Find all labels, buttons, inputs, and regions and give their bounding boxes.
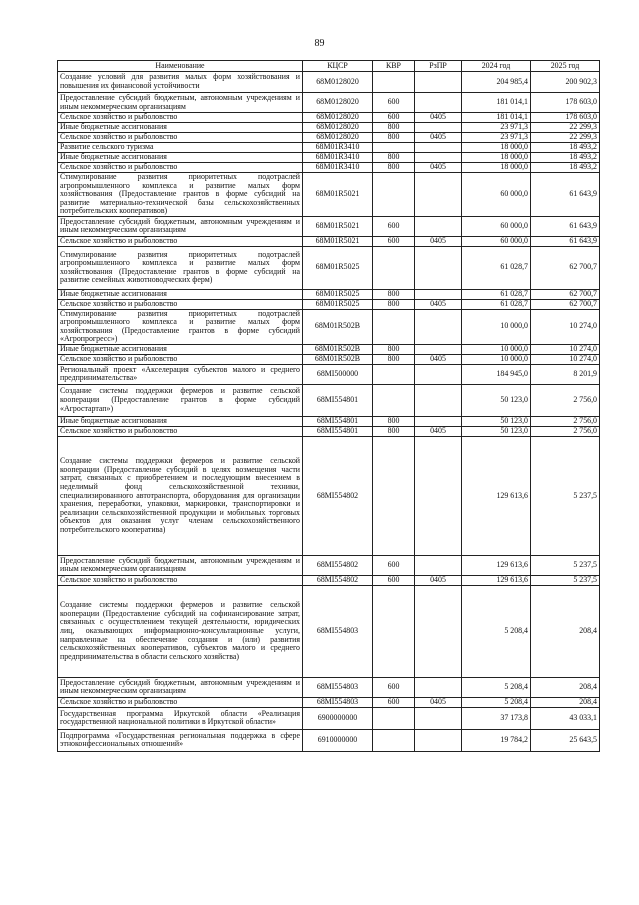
cell-2025: 18 493,2 <box>531 163 600 173</box>
table-body <box>58 72 600 752</box>
cell-2025: 178 603,0 <box>531 93 600 113</box>
cell-code: 68М01R3410 <box>303 143 373 153</box>
cell-name: Стимулирование развития приоритетных подотраслей агропромышленного комплекса и развитие малых форм хозяйствования (Предоставление грантов в форме субсидий на развитие семейных животноводческих ферм) <box>58 246 303 289</box>
table-row <box>58 416 600 426</box>
cell-2024: 5 208,4 <box>462 697 531 707</box>
cell-kvr <box>373 246 415 289</box>
cell-kvr <box>373 364 415 384</box>
column-header-rzpr: РзПР <box>415 61 462 72</box>
cell-name: Сельское хозяйство и рыболовство <box>58 113 303 123</box>
cell-name: Сельское хозяйство и рыболовство <box>58 697 303 707</box>
cell-2024: 61 028,7 <box>462 246 531 289</box>
table-row <box>58 677 600 697</box>
cell-rzpr: 0405 <box>415 163 462 173</box>
table-row <box>58 426 600 436</box>
table-row <box>58 729 600 751</box>
cell-2025: 22 299,3 <box>531 123 600 133</box>
cell-code: 68МI554802 <box>303 436 373 555</box>
cell-2025: 10 274,0 <box>531 354 600 364</box>
cell-rzpr <box>415 364 462 384</box>
cell-code: 68М0128020 <box>303 72 373 93</box>
cell-kvr: 800 <box>373 123 415 133</box>
cell-2024: 10 000,0 <box>462 354 531 364</box>
cell-code: 68М01R5025 <box>303 289 373 299</box>
cell-rzpr <box>415 707 462 729</box>
cell-rzpr <box>415 309 462 344</box>
cell-kvr <box>373 143 415 153</box>
cell-rzpr <box>415 143 462 153</box>
cell-name: Государственная программа Иркутской области «Реализация государственной национальной политики в Иркутской области» <box>58 707 303 729</box>
cell-name: Сельское хозяйство и рыболовство <box>58 163 303 173</box>
table-row <box>58 289 600 299</box>
cell-rzpr <box>415 384 462 416</box>
cell-2025: 18 493,2 <box>531 153 600 163</box>
cell-kvr: 600 <box>373 216 415 236</box>
cell-2024: 129 613,6 <box>462 436 531 555</box>
cell-2024: 18 000,0 <box>462 163 531 173</box>
cell-rzpr: 0405 <box>415 426 462 436</box>
table-row <box>58 344 600 354</box>
table-row <box>58 153 600 163</box>
column-header-2025: 2025 год <box>531 61 600 72</box>
table-row <box>58 309 600 344</box>
cell-2025: 43 033,1 <box>531 707 600 729</box>
table-row <box>58 697 600 707</box>
cell-2024: 23 971,3 <box>462 133 531 143</box>
cell-kvr: 800 <box>373 416 415 426</box>
cell-code: 68МI554803 <box>303 585 373 677</box>
cell-name: Сельское хозяйство и рыболовство <box>58 133 303 143</box>
cell-rzpr <box>415 436 462 555</box>
cell-2024: 60 000,0 <box>462 173 531 217</box>
cell-name: Создание системы поддержки фермеров и развитие сельской кооперации (Предоставление субсидий в целях возмещения части затрат, связанных с приобретением и последующим внесением в неделимый фонд сельскохозяйственной техники, специализированного автотранспорта, оборудования для организации хранения, переработки, упаковки, маркировки, транспортировки и реализации сельскохозяйственной продукции и мобильных торговых объектов для оказания услуг членам сельскохозяйственного потребительского кооператива) <box>58 436 303 555</box>
cell-name: Иные бюджетные ассигнования <box>58 416 303 426</box>
cell-rzpr: 0405 <box>415 133 462 143</box>
table-row <box>58 354 600 364</box>
cell-kvr: 800 <box>373 163 415 173</box>
cell-rzpr <box>415 344 462 354</box>
cell-code: 6900000000 <box>303 707 373 729</box>
cell-code: 68М01R3410 <box>303 153 373 163</box>
cell-rzpr <box>415 729 462 751</box>
cell-2025: 62 700,7 <box>531 289 600 299</box>
table-row <box>58 236 600 246</box>
cell-kvr: 600 <box>373 113 415 123</box>
cell-name: Развитие сельского туризма <box>58 143 303 153</box>
cell-code: 68МI554801 <box>303 384 373 416</box>
cell-2024: 181 014,1 <box>462 93 531 113</box>
cell-kvr <box>373 173 415 217</box>
cell-rzpr: 0405 <box>415 299 462 309</box>
cell-2024: 61 028,7 <box>462 289 531 299</box>
cell-code: 68МI554801 <box>303 426 373 436</box>
table-row <box>58 143 600 153</box>
cell-code: 68МI554803 <box>303 677 373 697</box>
table-row <box>58 575 600 585</box>
table-row <box>58 216 600 236</box>
cell-2024: 129 613,6 <box>462 555 531 575</box>
cell-kvr: 800 <box>373 153 415 163</box>
cell-code: 68М01R5021 <box>303 236 373 246</box>
cell-code: 68М01R5025 <box>303 246 373 289</box>
cell-rzpr <box>415 93 462 113</box>
cell-name: Создание условий для развития малых форм хозяйствования и повышения их финансовой устойчивости <box>58 72 303 93</box>
cell-rzpr <box>415 173 462 217</box>
cell-name: Создание системы поддержки фермеров и развитие сельской кооперации (Предоставление грантов в форме субсидий «Агростартап») <box>58 384 303 416</box>
cell-2025: 2 756,0 <box>531 384 600 416</box>
cell-name: Региональный проект «Акселерация субъектов малого и среднего предпринимательства» <box>58 364 303 384</box>
cell-2024: 23 971,3 <box>462 123 531 133</box>
cell-kvr: 800 <box>373 426 415 436</box>
cell-2025: 200 902,3 <box>531 72 600 93</box>
cell-name: Предоставление субсидий бюджетным, автономным учреждениям и иным некоммерческим организациям <box>58 555 303 575</box>
table-row <box>58 436 600 555</box>
cell-code: 68М0128020 <box>303 93 373 113</box>
table-row <box>58 364 600 384</box>
cell-code: 68М01R502В <box>303 354 373 364</box>
cell-2024: 204 985,4 <box>462 72 531 93</box>
cell-rzpr: 0405 <box>415 236 462 246</box>
cell-name: Сельское хозяйство и рыболовство <box>58 236 303 246</box>
cell-code: 68М01R5021 <box>303 216 373 236</box>
cell-2025: 208,4 <box>531 585 600 677</box>
table-row <box>58 133 600 143</box>
column-header-kcsr: КЦСР <box>303 61 373 72</box>
cell-2025: 10 274,0 <box>531 309 600 344</box>
cell-code: 68М01R5025 <box>303 299 373 309</box>
cell-rzpr <box>415 123 462 133</box>
cell-2025: 61 643,9 <box>531 236 600 246</box>
cell-kvr: 600 <box>373 575 415 585</box>
cell-name: Иные бюджетные ассигнования <box>58 123 303 133</box>
cell-2025: 208,4 <box>531 697 600 707</box>
cell-kvr: 800 <box>373 299 415 309</box>
cell-2024: 129 613,6 <box>462 575 531 585</box>
page-number: 89 <box>314 38 325 49</box>
cell-rzpr: 0405 <box>415 113 462 123</box>
table-row <box>58 555 600 575</box>
cell-kvr: 600 <box>373 93 415 113</box>
column-header-2024: 2024 год <box>462 61 531 72</box>
column-header-kvr: КВР <box>373 61 415 72</box>
cell-2025: 22 299,3 <box>531 133 600 143</box>
cell-kvr: 600 <box>373 697 415 707</box>
cell-rzpr <box>415 216 462 236</box>
cell-code: 68М01R5021 <box>303 173 373 217</box>
cell-code: 68М0128020 <box>303 123 373 133</box>
cell-2024: 18 000,0 <box>462 153 531 163</box>
cell-kvr: 800 <box>373 289 415 299</box>
cell-2025: 5 237,5 <box>531 436 600 555</box>
table-row <box>58 384 600 416</box>
cell-code: 68М0128020 <box>303 133 373 143</box>
cell-code: 68М0128020 <box>303 113 373 123</box>
cell-name: Сельское хозяйство и рыболовство <box>58 354 303 364</box>
cell-kvr <box>373 436 415 555</box>
cell-2024: 5 208,4 <box>462 585 531 677</box>
cell-2025: 5 237,5 <box>531 575 600 585</box>
cell-name: Сельское хозяйство и рыболовство <box>58 575 303 585</box>
cell-code: 68МI554803 <box>303 697 373 707</box>
table-row <box>58 585 600 677</box>
cell-rzpr <box>415 289 462 299</box>
cell-rzpr <box>415 246 462 289</box>
cell-name: Предоставление субсидий бюджетным, автономным учреждениям и иным некоммерческим организациям <box>58 216 303 236</box>
cell-2025: 5 237,5 <box>531 555 600 575</box>
cell-name: Иные бюджетные ассигнования <box>58 344 303 354</box>
cell-name: Создание системы поддержки фермеров и развитие сельской кооперации (Предоставление субсидий на софинансирование затрат, связанных с осуществлением текущей деятельности, юридических лиц, оказывающих информационно-консультационные услуги, направленные на обеспечение создания и (или) развития сельскохозяйственных кооперативов, субъектов малого и среднего предпринимательства в области сельского хозяйства) <box>58 585 303 677</box>
cell-kvr: 800 <box>373 133 415 143</box>
cell-name: Сельское хозяйство и рыболовство <box>58 299 303 309</box>
cell-2025: 61 643,9 <box>531 173 600 217</box>
cell-2024: 50 123,0 <box>462 426 531 436</box>
cell-kvr <box>373 729 415 751</box>
cell-2025: 61 643,9 <box>531 216 600 236</box>
cell-2024: 50 123,0 <box>462 416 531 426</box>
cell-2025: 178 603,0 <box>531 113 600 123</box>
cell-2024: 19 784,2 <box>462 729 531 751</box>
cell-rzpr <box>415 416 462 426</box>
cell-rzpr <box>415 585 462 677</box>
table-row <box>58 93 600 113</box>
cell-code: 68МI554802 <box>303 575 373 585</box>
cell-name: Иные бюджетные ассигнования <box>58 153 303 163</box>
table-row <box>58 72 600 93</box>
cell-kvr: 800 <box>373 344 415 354</box>
cell-kvr <box>373 309 415 344</box>
cell-kvr <box>373 72 415 93</box>
table-row <box>58 173 600 217</box>
cell-2024: 60 000,0 <box>462 216 531 236</box>
cell-code: 6910000000 <box>303 729 373 751</box>
cell-2024: 61 028,7 <box>462 299 531 309</box>
cell-2025: 2 756,0 <box>531 416 600 426</box>
cell-2025: 62 700,7 <box>531 246 600 289</box>
cell-name: Сельское хозяйство и рыболовство <box>58 426 303 436</box>
cell-rzpr <box>415 153 462 163</box>
cell-kvr <box>373 384 415 416</box>
cell-code: 68М01R3410 <box>303 163 373 173</box>
cell-kvr <box>373 585 415 677</box>
cell-2024: 37 173,8 <box>462 707 531 729</box>
cell-name: Иные бюджетные ассигнования <box>58 289 303 299</box>
cell-2025: 25 643,5 <box>531 729 600 751</box>
column-header-name: Наименование <box>58 61 303 72</box>
table-row <box>58 113 600 123</box>
cell-rzpr <box>415 555 462 575</box>
cell-name: Стимулирование развития приоритетных подотраслей агропромышленного комплекса и развитие малых форм хозяйствования (Предоставление грантов в форме субсидий «Агропрогресс») <box>58 309 303 344</box>
cell-code: 68МI554802 <box>303 555 373 575</box>
cell-rzpr <box>415 677 462 697</box>
cell-rzpr: 0405 <box>415 575 462 585</box>
cell-code: 68М01R502В <box>303 309 373 344</box>
cell-2024: 181 014,1 <box>462 113 531 123</box>
table-row <box>58 299 600 309</box>
cell-code: 68МI500000 <box>303 364 373 384</box>
cell-name: Стимулирование развития приоритетных подотраслей агропромышленного комплекса и развитие малых форм хозяйствования (Предоставление грантов в форме субсидий на развитие материально-технической базы сельскохозяйственных потребительских кооперативов) <box>58 173 303 217</box>
table-header-row <box>58 61 600 72</box>
cell-rzpr: 0405 <box>415 697 462 707</box>
cell-kvr: 600 <box>373 677 415 697</box>
cell-2025: 2 756,0 <box>531 426 600 436</box>
table-row <box>58 246 600 289</box>
cell-2024: 50 123,0 <box>462 384 531 416</box>
cell-2025: 10 274,0 <box>531 344 600 354</box>
cell-kvr: 600 <box>373 555 415 575</box>
cell-2024: 10 000,0 <box>462 309 531 344</box>
cell-2025: 8 201,9 <box>531 364 600 384</box>
cell-2025: 18 493,2 <box>531 143 600 153</box>
budget-table <box>57 60 600 752</box>
table-row <box>58 707 600 729</box>
cell-kvr <box>373 707 415 729</box>
cell-rzpr <box>415 72 462 93</box>
cell-code: 68М01R502В <box>303 344 373 354</box>
cell-name: Предоставление субсидий бюджетным, автономным учреждениям и иным некоммерческим организациям <box>58 677 303 697</box>
cell-name: Предоставление субсидий бюджетным, автономным учреждениям и иным некоммерческим организациям <box>58 93 303 113</box>
cell-2025: 208,4 <box>531 677 600 697</box>
cell-kvr: 800 <box>373 354 415 364</box>
cell-2024: 60 000,0 <box>462 236 531 246</box>
table-row <box>58 163 600 173</box>
cell-2024: 184 945,0 <box>462 364 531 384</box>
cell-2024: 10 000,0 <box>462 344 531 354</box>
cell-2025: 62 700,7 <box>531 299 600 309</box>
cell-2024: 5 208,4 <box>462 677 531 697</box>
cell-name: Подпрограмма «Государственная региональная поддержка в сфере этноконфессиональных отношений» <box>58 729 303 751</box>
cell-kvr: 600 <box>373 236 415 246</box>
cell-2024: 18 000,0 <box>462 143 531 153</box>
cell-rzpr: 0405 <box>415 354 462 364</box>
cell-code: 68МI554801 <box>303 416 373 426</box>
table-row <box>58 123 600 133</box>
